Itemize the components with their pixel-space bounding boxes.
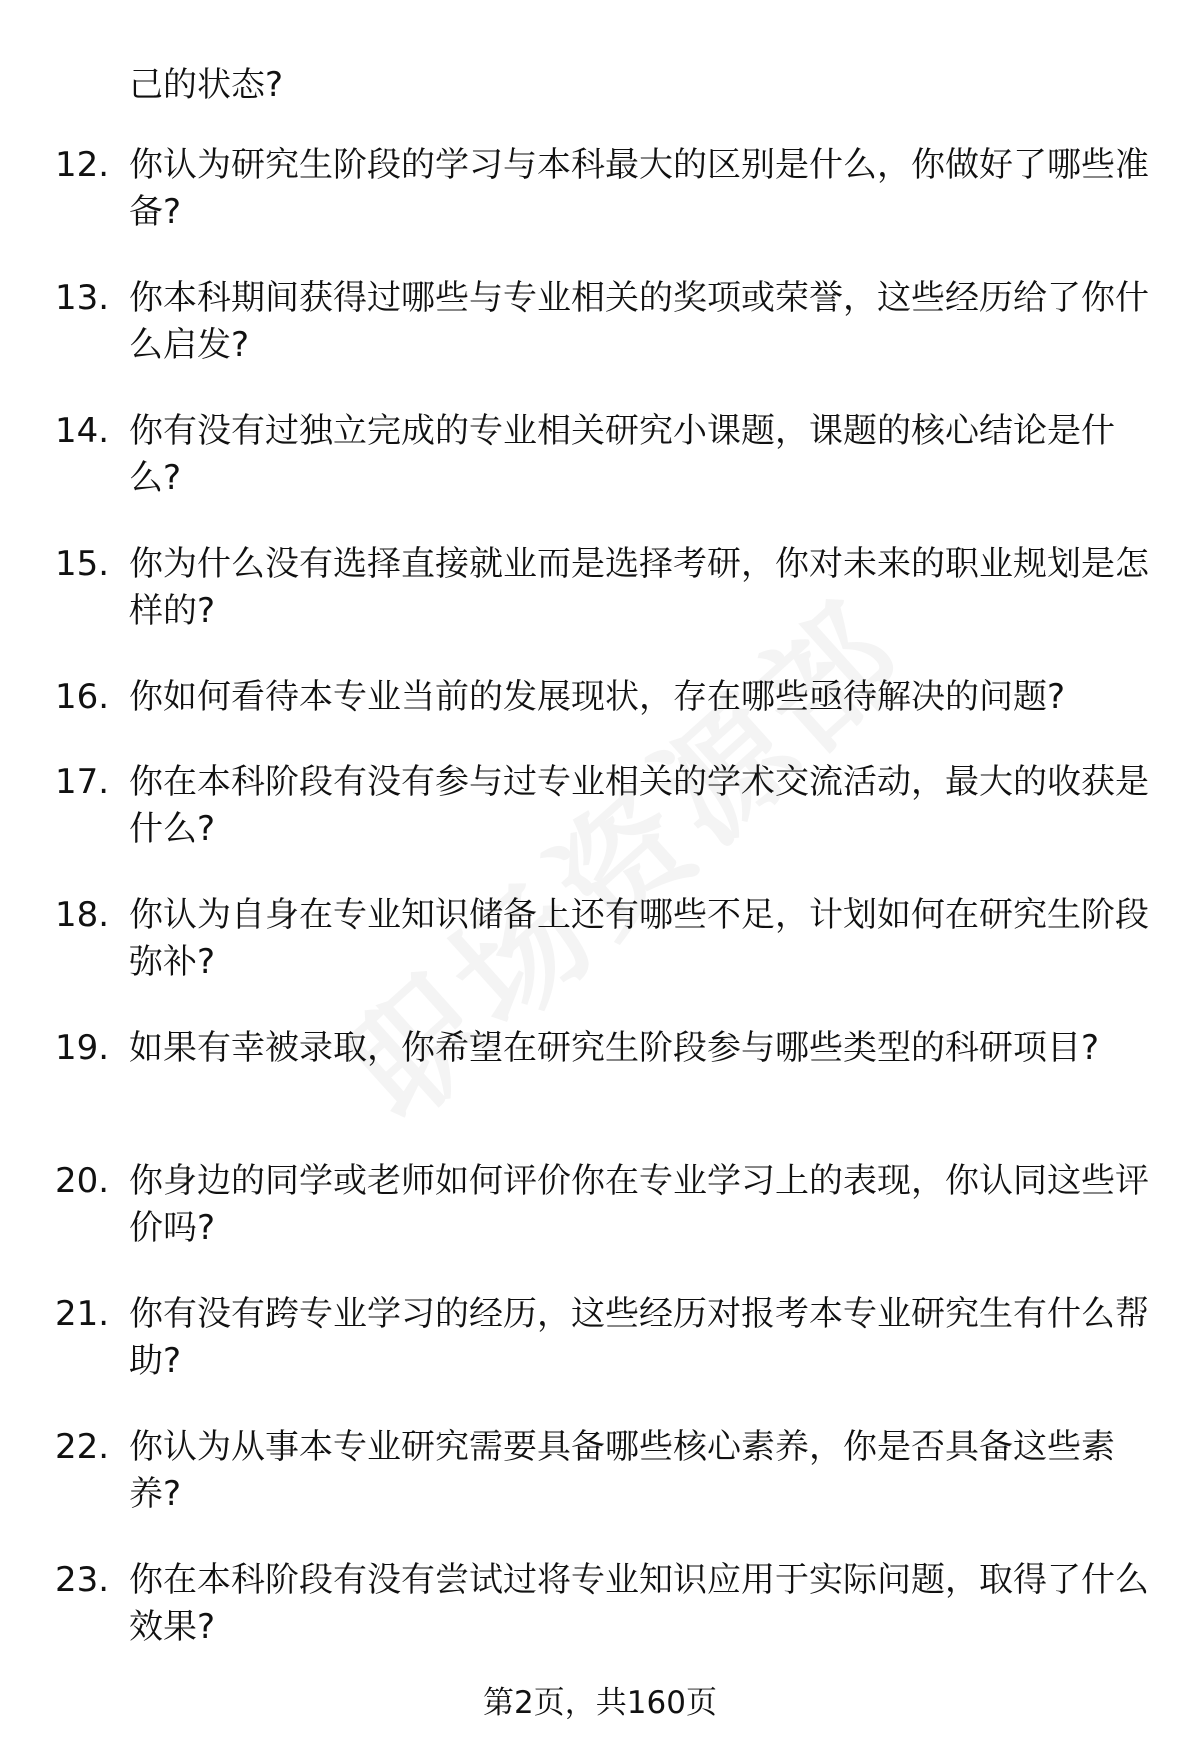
question-item-14 — [0, 408, 1200, 541]
question-number: 14. — [55, 411, 110, 451]
question-text: 你如何看待本专业当前的发展现状，存在哪些亟待解决的问题? — [129, 677, 1066, 717]
question-item-16 — [0, 674, 1200, 759]
question-text: 你认为从事本专业研究需要具备哪些核心素养，你是否具备这些素养? — [129, 1427, 1115, 1514]
question-text: 如果有幸被录取，你希望在研究生阶段参与哪些类型的科研项目? — [129, 1028, 1100, 1068]
question-number: 19. — [55, 1028, 110, 1068]
question-text: 你身边的同学或老师如何评价你在专业学习上的表现，你认同这些评价吗? — [129, 1161, 1149, 1248]
question-item-21 — [0, 1291, 1200, 1424]
question-item-12 — [0, 142, 1200, 275]
question-item-19 — [0, 1025, 1200, 1158]
question-number: 20. — [55, 1161, 110, 1201]
page-footer — [0, 1683, 1200, 1723]
question-text: 你在本科阶段有没有尝试过将专业知识应用于实际问题，取得了什么效果? — [129, 1560, 1149, 1647]
question-number: 22. — [55, 1427, 110, 1467]
question-text: 你在本科阶段有没有参与过专业相关的学术交流活动，最大的收获是什么? — [129, 762, 1149, 849]
question-item-18 — [0, 892, 1200, 1025]
question-number: 15. — [55, 544, 110, 584]
question-number: 23. — [55, 1560, 110, 1600]
question-item-20 — [0, 1158, 1200, 1291]
question-number: 12. — [55, 145, 110, 185]
question-item-15 — [0, 541, 1200, 674]
question-number: 13. — [55, 278, 110, 318]
question-item-13 — [0, 275, 1200, 408]
question-text: 你本科期间获得过哪些与专业相关的奖项或荣誉，这些经历给了你什么启发? — [129, 278, 1149, 365]
question-item-23 — [0, 1557, 1200, 1690]
page-number-label: 第2页，共160页 — [483, 1685, 717, 1721]
question-number: 21. — [55, 1294, 110, 1334]
question-number: 16. — [55, 677, 110, 717]
question-item-22 — [0, 1424, 1200, 1557]
question-item-17 — [0, 759, 1200, 892]
question-number: 18. — [55, 895, 110, 935]
question-text: 你认为自身在专业知识储备上还有哪些不足，计划如何在研究生阶段弥补? — [129, 895, 1149, 982]
continued-question-text: 己的状态? — [129, 65, 284, 105]
question-text: 你认为研究生阶段的学习与本科最大的区别是什么，你做好了哪些准备? — [129, 145, 1149, 232]
question-text: 你有没有过独立完成的专业相关研究小课题，课题的核心结论是什么? — [129, 411, 1115, 498]
question-text: 你有没有跨专业学习的经历，这些经历对报考本专业研究生有什么帮助? — [129, 1294, 1149, 1381]
question-list — [0, 142, 1200, 1690]
question-text: 你为什么没有选择直接就业而是选择考研，你对未来的职业规划是怎样的? — [129, 544, 1149, 631]
question-number: 17. — [55, 762, 110, 802]
